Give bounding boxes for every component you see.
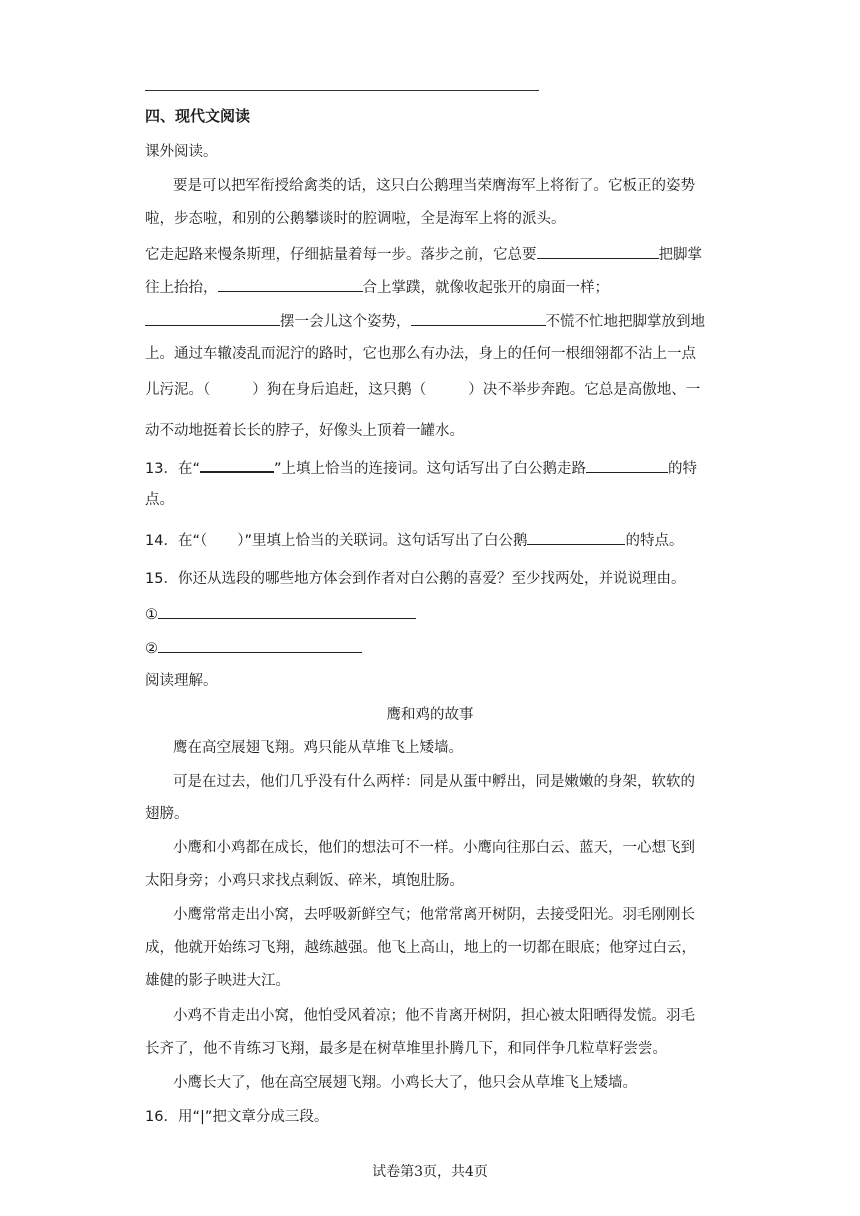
passage1-text: 摆一会儿这个姿势， [280,314,411,330]
passage1-text: ）决不举步奔跑。它总是高傲地、一 [468,382,701,398]
answer-line-2 [145,637,362,659]
part2-label: 阅读理解。 [145,673,218,689]
passage1-line: 上。通过车辙凌乱而泥泞的路时，它也那么有办法，身上的任何一根细翎都不沾上一点 [145,346,696,362]
question-text: 的特 [667,461,697,477]
passage1-line [145,243,702,265]
passage2-line: 翅膀。 [145,806,189,822]
passage1-line [145,310,705,332]
answer-blank[interactable] [158,603,416,619]
passage1-line [145,380,700,400]
passage1-line: 啦，步态啦，和别的公鹅攀谈时的腔调啦，全是海军上将的派头。 [145,211,566,227]
passage1-line [145,276,609,298]
passage1-text: 合上掌蹼，就像收起张开的扇面一样； [362,280,609,296]
passage2-line: 可是在过去，他们几乎没有什么两样：同是从蛋中孵出，同是嫩嫩的身架，软软的 [173,774,695,790]
passage2-line: 鹰在高空展翅飞翔。鸡只能从草堆飞上矮墙。 [173,740,463,756]
page-footer: 试卷第3页，共4页 [372,1164,488,1180]
passage2-line: 小鹰和小鸡都在成长，他们的想法可不一样。小鹰向往那白云、蓝天，一心想飞到 [173,840,695,856]
passage2-line: 小鹰长大了，他在高空展翅飞翔。小鸡长大了，他只会从草堆飞上矮墙。 [173,1075,637,1091]
passage2-line: 太阳身旁；小鸡只求找点剩饭、碎米，填饱肚肠。 [145,873,464,889]
question-13 [145,456,697,479]
answer-blank[interactable] [586,457,668,473]
passage1-line: 动不动地挺着长长的脖子，好像头上顶着一罐水。 [145,423,464,439]
passage2-line: 小鸡不肯走出小窝，他怕受风着凉；他不肯离开树阴，担心被太阳晒得发慌。羽毛 [173,1008,695,1024]
answer-blank[interactable] [411,310,546,326]
passage1-line: 要是可以把军衔授给禽类的话，这只白公鹅理当荣膺海军上将衔了。它板正的姿势 [173,178,695,194]
question-text: 13．在“ [145,461,200,477]
question-13-cont: 点。 [145,492,174,508]
answer-blank[interactable] [200,456,274,473]
question-15: 15．你还从选段的哪些地方体会到作者对白公鹅的喜爱？至少找两处，并说说理由。 [145,571,686,587]
passage2-line: 长齐了，他不肯练习飞翔，最多是在树草堆里扑腾几下，和同伴争几粒草籽尝尝。 [145,1041,667,1057]
passage1-text: 不慌不忙地把脚掌放到地 [545,314,705,330]
question-text: 的特点。 [625,533,684,549]
answer-blank[interactable] [527,529,625,545]
answer-blank[interactable] [158,637,362,653]
question-text: ”上填上恰当的连接词。这句话写出了白公鹅走路 [273,461,586,477]
question-14 [145,529,683,551]
item-marker: ② [145,641,158,657]
passage1-text: 往上抬抬， [145,280,218,296]
answer-line-1 [145,603,416,625]
question-text: 14．在“（ [145,533,208,549]
passage2-line: 雄健的影子映进大江。 [145,973,290,989]
top-rule [145,90,539,91]
answer-blank[interactable] [145,310,280,326]
part1-label: 课外阅读。 [145,144,218,160]
answer-blank[interactable] [537,243,659,259]
passage2-line: 成，他就开始练习飞翔，越练越强。他飞上高山，地上的一切都在眼底；他穿过白云， [145,940,696,956]
answer-blank[interactable] [218,276,363,292]
section-title: 四、现代文阅读 [145,107,251,125]
passage1-text: 把脚掌 [658,247,702,263]
question-16: 16．用“|”把文章分成三段。 [145,1109,329,1125]
item-marker: ① [145,607,158,623]
passage1-text: ）狗在身后追赶，这只鹅（ [252,382,427,398]
passage1-text: 儿污泥。（ [145,382,211,398]
question-text: ）”里填上恰当的关联词。这句话写出了白公鹅 [237,533,528,549]
passage2-title: 鹰和鸡的故事 [386,707,474,723]
passage2-line: 小鹰常常走出小窝，去呼吸新鲜空气；他常常离开树阴，去接受阳光。羽毛刚刚长 [173,907,695,923]
passage1-text: 它走起路来慢条斯理，仔细掂量着每一步。落步之前，它总要 [145,247,537,263]
